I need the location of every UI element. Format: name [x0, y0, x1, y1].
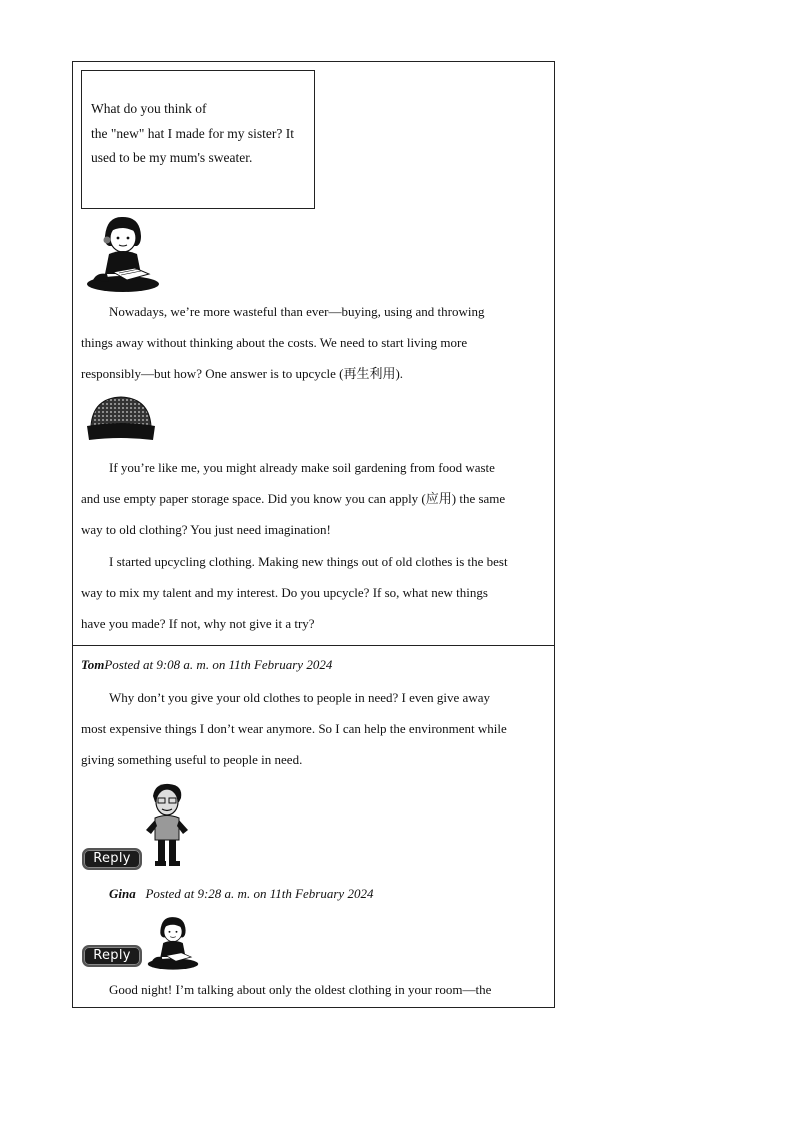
- text-line: giving something useful to people in need.: [81, 752, 303, 767]
- speech-line: the "new" hat I made for my sister? It: [91, 125, 294, 141]
- section-divider: [73, 645, 554, 646]
- speech-line: What do you think of: [91, 101, 207, 116]
- text-line: Why don’t you give your old clothes to people in need? I even give away: [109, 690, 490, 705]
- reply-button[interactable]: Reply: [82, 945, 142, 967]
- text-line: If you’re like me, you might already make soil gardening from food waste: [109, 460, 495, 475]
- text-line: most expensive things I don’t wear anymore. So I can help the environment while: [81, 721, 507, 736]
- article-paragraph-3: [81, 546, 543, 639]
- comment-meta-tom: [81, 657, 332, 673]
- girl-reading-icon: [83, 214, 163, 294]
- girl-reading-icon: [145, 914, 201, 972]
- text-line: Nowadays, we’re more wasteful than ever—buying, using and throwing: [109, 304, 485, 319]
- speech-bubble: [81, 70, 315, 209]
- comment-meta-gina: [109, 886, 373, 902]
- text-line: way to old clothing? You just need imagination!: [81, 522, 331, 537]
- commenter-name: Tom: [81, 657, 105, 672]
- article-paragraph-1: [81, 296, 543, 389]
- blog-frame: [72, 61, 555, 1008]
- commenter-name: Gina: [109, 886, 136, 901]
- reply-button[interactable]: Reply: [82, 848, 142, 870]
- speech-line: used to be my mum's sweater.: [91, 150, 253, 165]
- text-line: things away without thinking about the costs. We need to start living more: [81, 335, 468, 350]
- boy-standing-icon: [143, 782, 191, 868]
- comment-text-tom: [81, 682, 543, 775]
- text-line: responsibly—but how? One answer is to upcycle (再生利用).: [81, 366, 404, 381]
- text-line: have you made? If not, why not give it a try?: [81, 616, 315, 631]
- text-line: way to mix my talent and my interest. Do you upcycle? If so, what new things: [81, 585, 488, 600]
- comment-text-gina: [81, 974, 543, 1005]
- knitted-hat-icon: [85, 394, 157, 444]
- comment-timestamp: Posted at 9:28 a. m. on 11th February 2024: [145, 886, 374, 901]
- text-line: I started upcycling clothing. Making new things out of old clothes is the best: [109, 554, 508, 569]
- text-line: Good night! I’m talking about only the oldest clothing in your room—the: [109, 982, 492, 997]
- text-line: and use empty paper storage space. Did you know you can apply (应用) the same: [81, 491, 506, 506]
- comment-timestamp: Posted at 9:08 a. m. on 11th February 2024: [104, 657, 333, 672]
- article-paragraph-2: [81, 452, 543, 545]
